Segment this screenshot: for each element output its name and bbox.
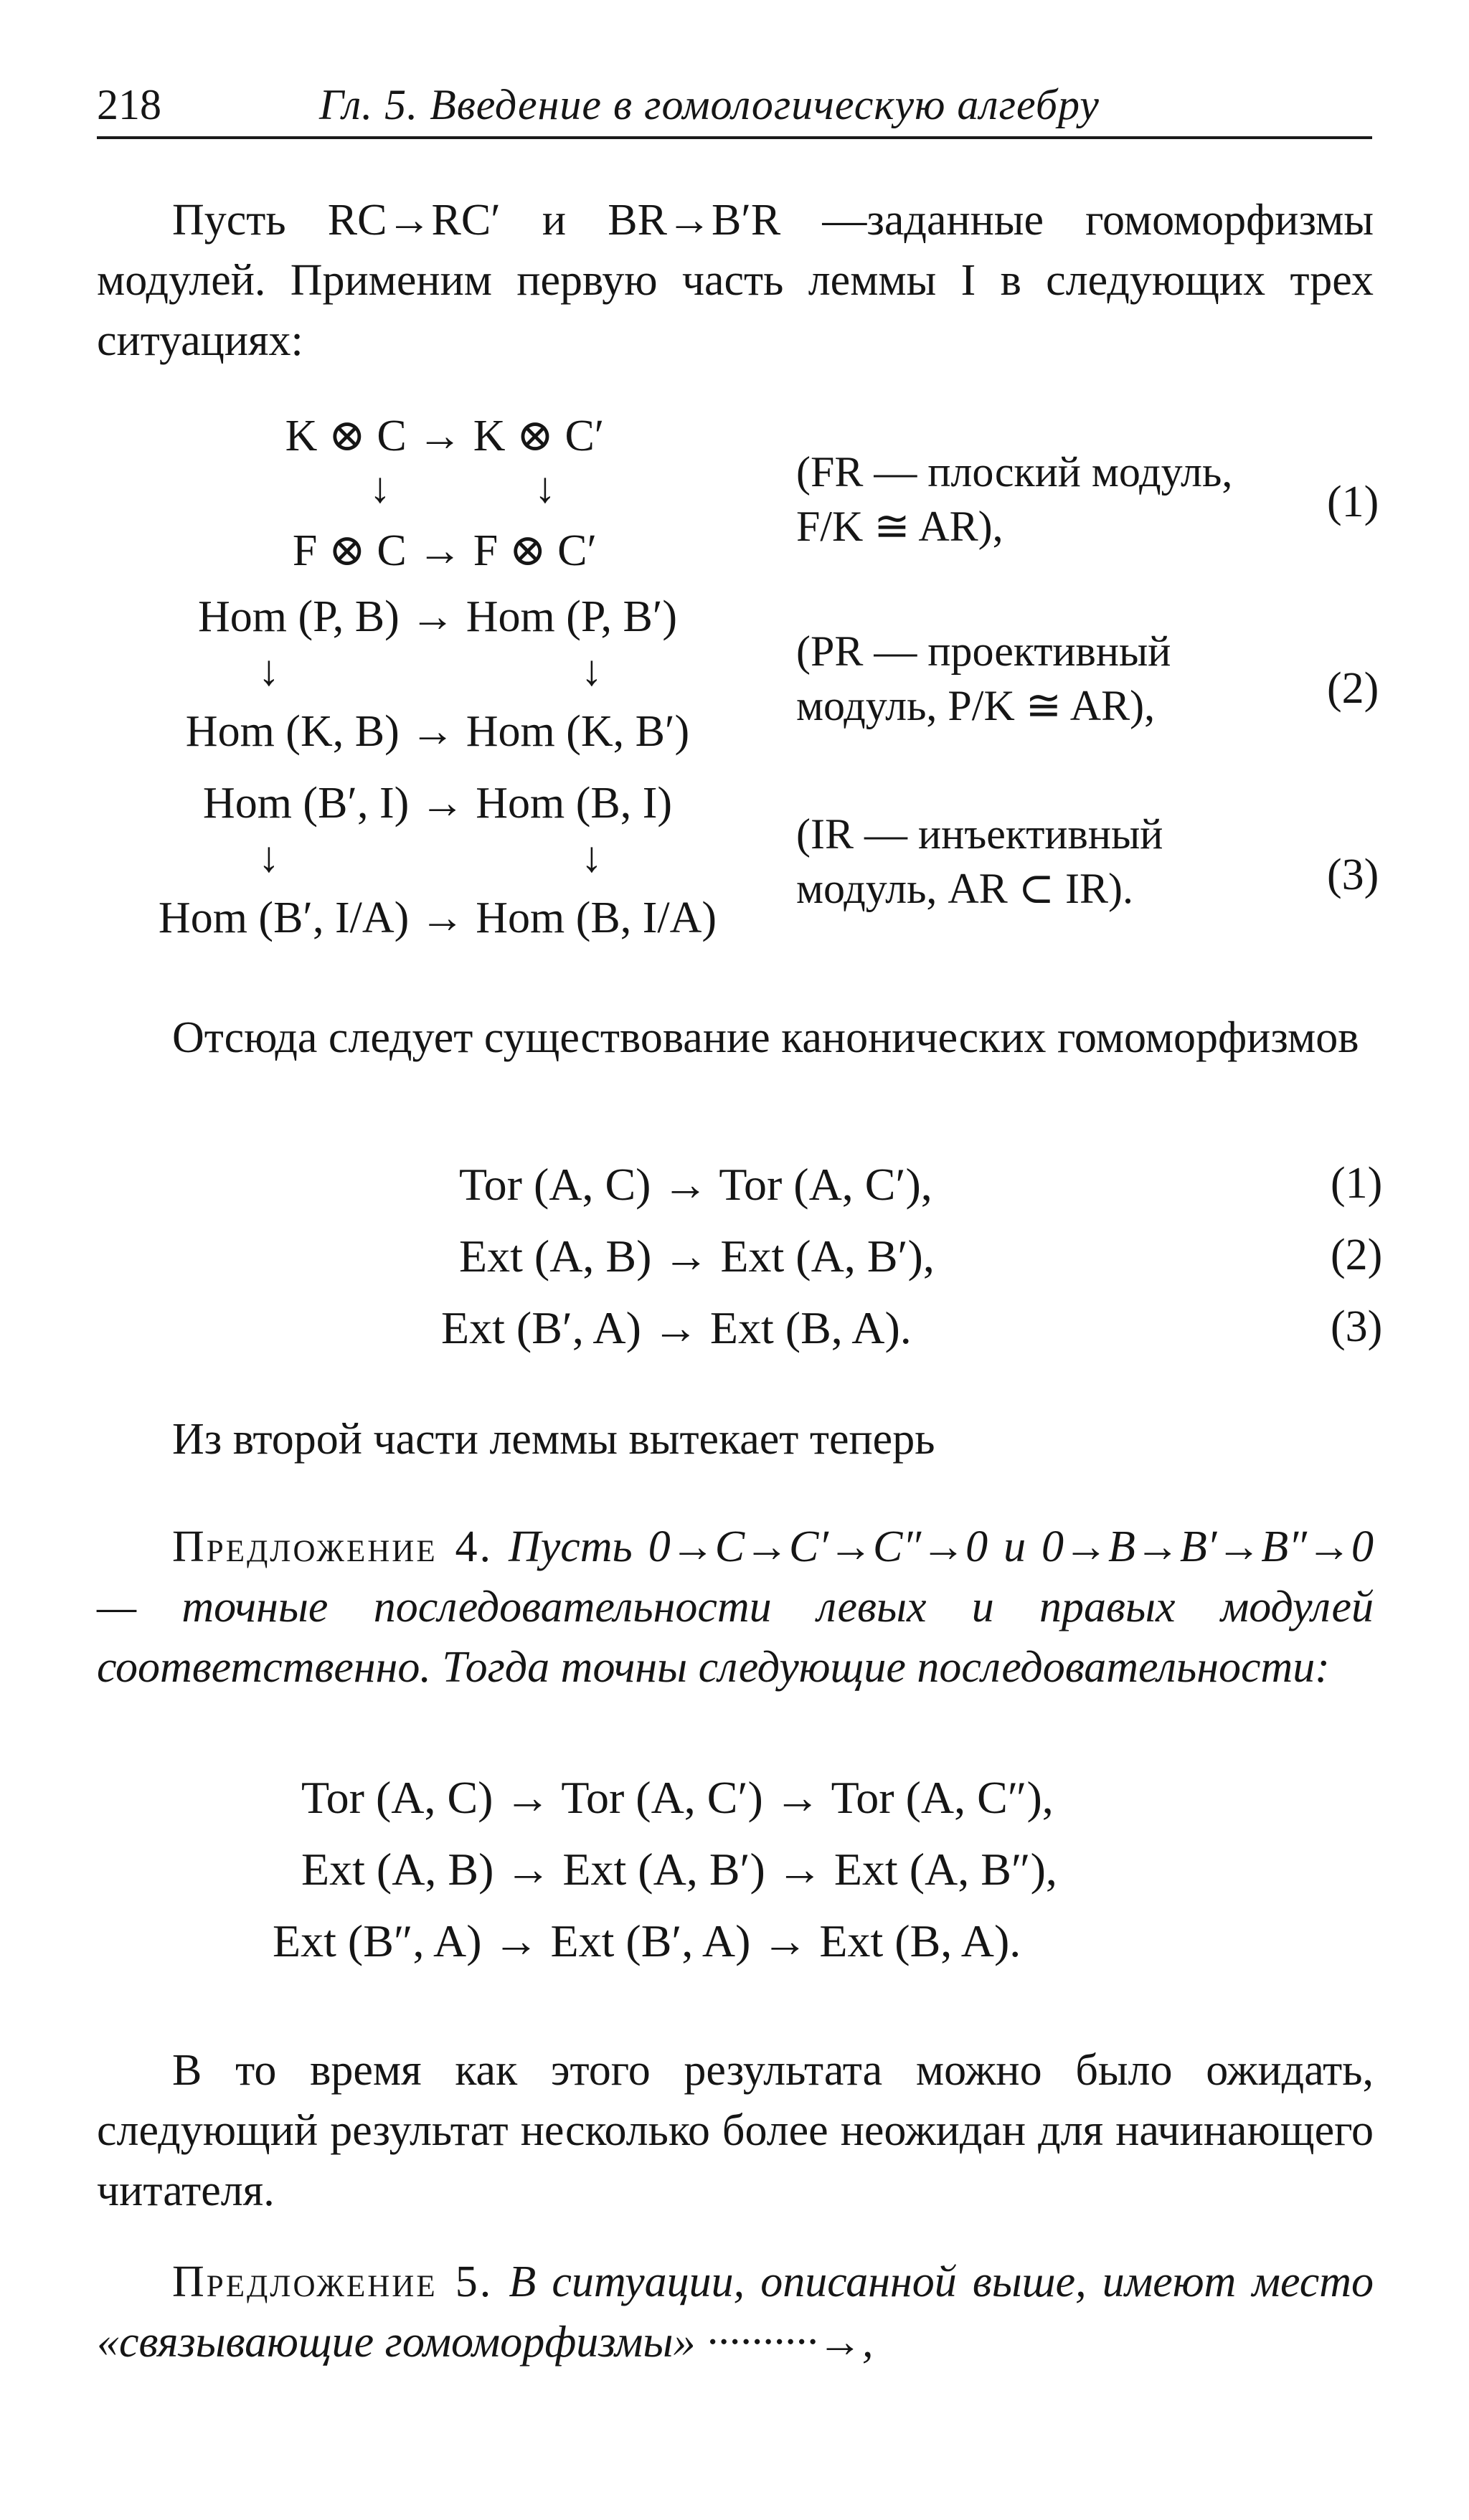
diagram1-bottom: F ⊗ C → F ⊗ C′ — [292, 526, 597, 575]
diagram1-condition: (FR — плоский модуль, F/K ≅ AR), — [796, 448, 1233, 550]
exact-sequence-1: Tor (A, C) → Tor (A, C′) → Tor (A, C″), — [301, 1772, 1054, 1823]
proposition-5-label: Предложение 5. — [172, 2258, 493, 2306]
diagram3-bottom: Hom (B′, I/A) → Hom (B, I/A) — [158, 894, 717, 942]
diagram2-condition: (PR — проективный модуль, P/K ≅ AR), — [796, 627, 1171, 729]
proposition-4 — [97, 1517, 1374, 1697]
proposition-4-statement: Пусть 0→C→C′→C″→0 и 0→B→B′→B″→0 — точные последовательности левых и правых модулей соответственно. Тогда точны следующие последовательности: — [97, 1522, 1374, 1692]
canonical-number-3: (3) — [1331, 1302, 1383, 1351]
down-arrow: ↓ — [581, 833, 603, 881]
proposition-5 — [97, 2252, 1374, 2372]
running-header — [97, 72, 1372, 139]
canonical-number-1: (1) — [1331, 1159, 1383, 1208]
down-arrow: ↓ — [258, 647, 280, 694]
consequence-paragraph: Отсюда следует существование канонических гомоморфизмов — [172, 1013, 1359, 1062]
diagram1-top: K ⊗ C → K ⊗ C′ — [285, 412, 605, 460]
page-number: 218 — [97, 81, 161, 128]
down-arrow: ↓ — [369, 464, 391, 511]
canonical-formula-3: Ext (B′, A) → Ext (B, A). — [441, 1302, 912, 1353]
intro-paragraph: Пусть RC→RC′ и BR→B′R —заданные гомоморфизмы модулей. Применим первую часть леммы I в следующих трех ситуациях: — [97, 196, 1374, 365]
down-arrow: ↓ — [534, 464, 556, 511]
canonical-formula-1: Tor (A, C) → Tor (A, C′), — [459, 1159, 932, 1210]
down-arrow: ↓ — [581, 647, 603, 694]
diagram3-top: Hom (B′, I) → Hom (B, I) — [202, 779, 673, 828]
canonical-formula-2: Ext (A, B) → Ext (A, B′), — [459, 1231, 935, 1282]
diagram3-condition: (IR — инъективный модуль, AR ⊂ IR). — [796, 810, 1163, 912]
diagram2-bottom: Hom (K, B) → Hom (K, B′) — [185, 707, 690, 756]
diagram3-number: (3) — [1327, 851, 1379, 899]
proposition-5-statement: В ситуации, описанной выше, имеют место «связывающие гомоморфизмы» ··········→, — [97, 2258, 1374, 2367]
down-arrow: ↓ — [258, 833, 280, 881]
exact-sequence-2: Ext (A, B) → Ext (A, B′) → Ext (A, B″), — [301, 1844, 1057, 1895]
exact-sequence-3: Ext (B″, A) → Ext (B′, A) → Ext (B, A). — [273, 1915, 1021, 1966]
canonical-number-2: (2) — [1331, 1231, 1383, 1279]
remark-paragraph: В то время как этого результата можно было ожидать, следующий результат несколько более неожидан для начинающего читателя. — [97, 2046, 1374, 2215]
diagram1-number: (1) — [1327, 478, 1379, 526]
diagram2-top: Hom (P, B) → Hom (P, B′) — [197, 592, 678, 641]
diagram2-number: (2) — [1327, 664, 1379, 713]
lemma-paragraph: Из второй части леммы вытекает теперь — [172, 1415, 935, 1464]
proposition-4-label: Предложение 4. — [172, 1522, 493, 1571]
chapter-title: Гл. 5. Введение в гомологическую алгебру — [319, 81, 1100, 128]
